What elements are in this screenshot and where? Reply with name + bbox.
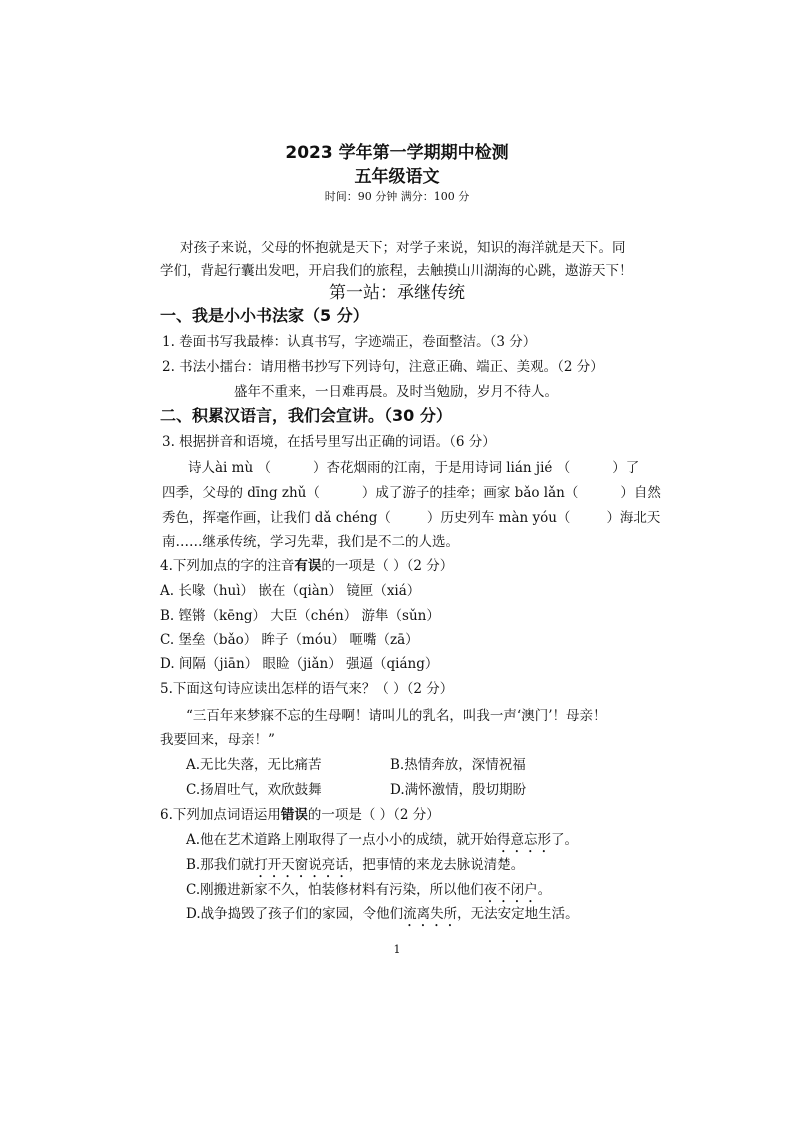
q5-quote-line-2: 我要回来，母亲！” [160,732,275,748]
q2: 2. 书法小擂台：请用楷书抄写下列诗句，注意正确、端正、美观。（2 分） [162,359,604,375]
page-number: 1 [393,943,401,956]
q6-dotted-phrase: 得意忘形 [497,832,552,848]
q5-option-c[interactable]: C.扬眉吐气，欢欣鼓舞 [186,782,322,798]
q5-option-a[interactable]: A.无比失落，无比痛苦 [186,757,322,773]
exam-meta: 时间：90 分钟 满分：100 分 [324,190,470,203]
intro-line-2: 学们，背起行囊出发吧，开启我们的旅程，去触摸山川湖海的心跳，遨游天下！ [160,263,633,279]
q6-text: B.那我们就 [186,857,255,873]
q6-dotted-phrase: 打开天窗说亮话 [254,857,349,873]
q2-poem: 盛年不重来，一日难再晨。及时当勉励，岁月不待人。 [234,384,558,400]
q6-text: 了。 [551,832,579,848]
q3-text: ）杏花烟雨的江南，于是用诗词 lián jié （ [312,460,571,476]
q3-line-4: 南……继承传统，学习先辈，我们是不二的人选。 [162,534,459,550]
part1-heading: 一、我是小小书法家（5 分） [160,306,369,325]
q6-text: A.他在艺术道路上刚取得了一点小小的成绩，就开始 [186,832,498,848]
part2-heading: 二、积累汉语言，我们会宣讲。（30 分） [160,406,452,425]
q3-line-1 [188,458,639,478]
q6-text: D.战争捣毁了孩子们的家园，令他们 [186,906,404,922]
q3-line-2 [162,483,661,503]
q6-stem-text: 的一项是（ ）（2 分） [307,807,440,823]
q4-option-c[interactable]: C. 堡垒（bǎo） 眸子（móu） 咂嘴（zā） [160,632,419,648]
q4-stem-text: 的一项是（ ）（2 分） [321,558,454,574]
q4-emphasis: 有误 [294,558,322,574]
intro-line-1: 对孩子来说，父母的怀抱就是天下；对学子来说，知识的海洋就是天下。同 [180,240,626,256]
q3-text: 秀色，挥毫作画，让我们 dǎ chéng（ [162,510,391,526]
q6-text: C.刚搬进新家不久，怕装修材料有污染，所以他们 [186,882,484,898]
q6-stem [160,805,440,825]
exam-subject: 五年级语文 [354,167,440,187]
q4-option-b[interactable]: B. 铿锵（kēng） 大臣（chén） 游隼（sǔn） [160,608,440,624]
q3-line-3 [162,508,660,528]
q5-option-d[interactable]: D.满怀激情，殷切期盼 [390,782,527,798]
q6-option-b[interactable] [186,855,524,881]
q6-option-c[interactable] [186,880,551,906]
q3-text: 诗人ài mù （ [188,460,271,476]
q3-text: 四季，父母的 dīng zhǔ（ [162,485,320,501]
q6-text: ，把事情的来龙去脉说清楚。 [348,857,525,873]
station-title: 第一站：承继传统 [329,283,465,303]
q6-text: 。 [537,882,552,898]
q3-stem: 3. 根据拼音和语境，在括号里写出正确的词语。（6 分） [162,434,496,450]
q4-option-d[interactable]: D. 间隔（jiān） 眼睑（jiǎn） 强逼（qiáng） [160,656,439,672]
q6-dotted-phrase: 夜不闭户 [483,882,538,898]
q4-stem-text: 4.下列加点的字的注音 [160,558,295,574]
q6-text: ，无法安定地生活。 [457,906,579,922]
q5-stem: 5.下面这句诗应读出怎样的语气来？（ ）（2 分） [160,681,454,697]
q5-option-b[interactable]: B.热情奔放，深情祝福 [390,757,526,773]
q6-stem-text: 6.下列加点词语运用 [160,807,281,823]
q3-text: ）自然 [620,485,661,501]
q6-emphasis: 错误 [280,807,308,823]
q1: 1. 卷面书写我最棒：认真书写，字迹端正，卷面整洁。（3 分） [162,334,537,350]
q3-text: ）历史列车 màn yóu（ [426,510,571,526]
q6-option-d[interactable] [186,904,579,930]
q3-text: ）成了游子的挂牵；画家 bǎo lǎn（ [361,485,579,501]
exam-title: 2023 学年第一学期期中检测 [285,143,509,163]
q3-text: ）海北天 [606,510,661,526]
q3-text: ）了 [612,460,640,476]
q4-stem [160,556,453,576]
q5-quote-line-1: “三百年来梦寐不忘的生母啊！请叫儿的乳名，叫我一声‘澳门’！母亲！ [186,708,607,724]
q6-dotted-phrase: 流离失所 [403,906,458,922]
q4-option-a[interactable]: A. 长喙（huì） 嵌在（qiàn） 镜匣（xiá） [160,583,421,599]
q6-option-a[interactable] [186,830,578,856]
